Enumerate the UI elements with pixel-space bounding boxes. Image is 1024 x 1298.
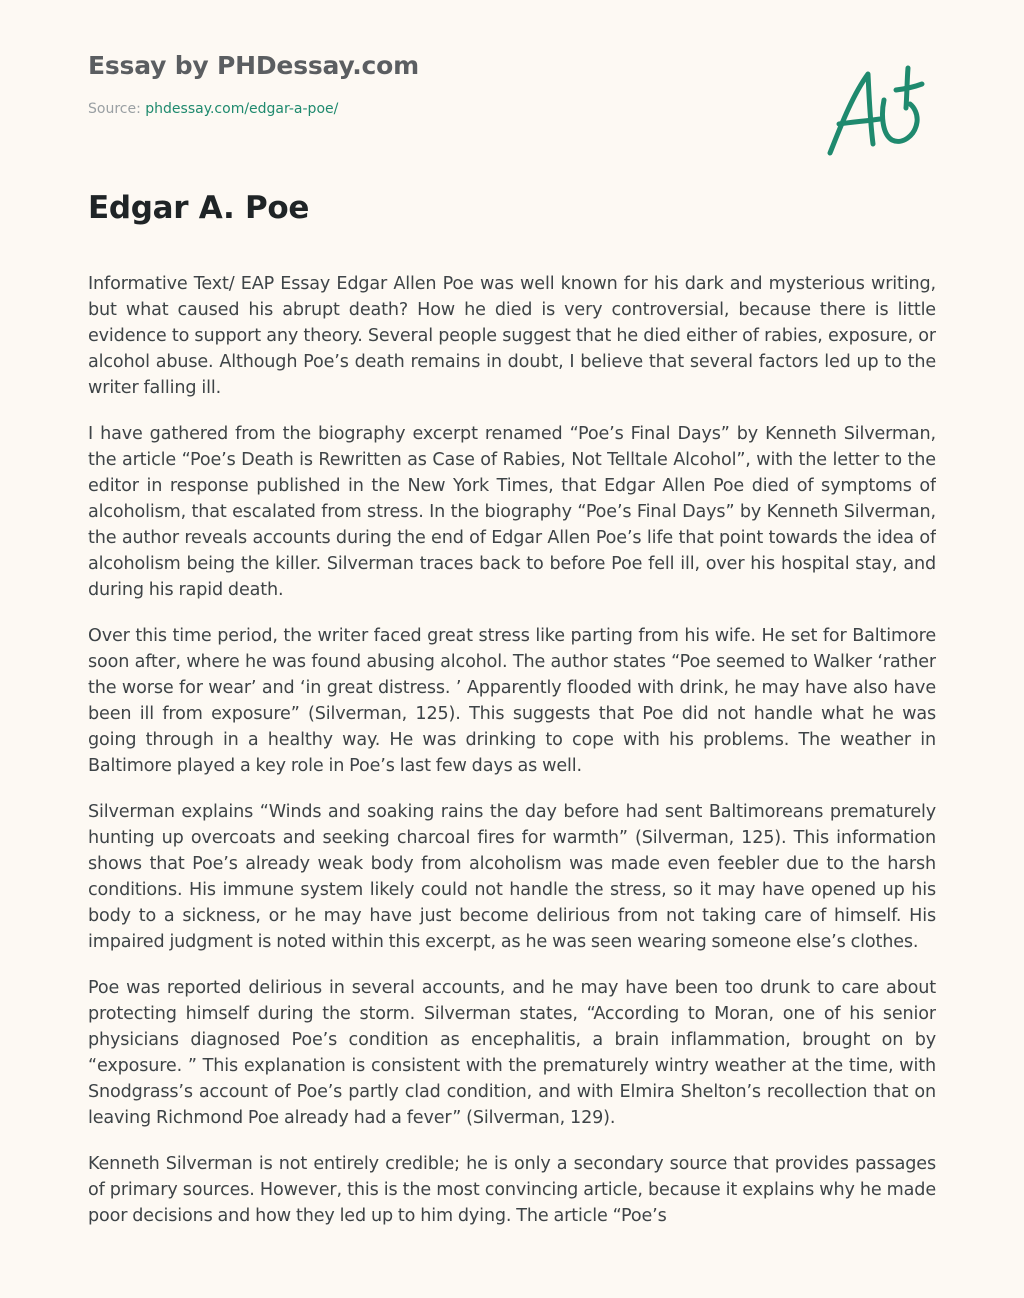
source-link[interactable]: phdessay.com/edgar-a-poe/ bbox=[145, 101, 339, 117]
article-paragraph: Silverman explains “Winds and soaking rains the day before had sent Baltimoreans prematurely hunting up overcoats and seeking charcoal fires for warmth” (Silverman, 125). This information shows that Poe’s already weak body from alcoholism was made even feebler due to the harsh conditions. His immune system likely could not handle the stress, so it may have opened up his body to a sickness, or he may have just become delirious from not taking care of himself. His impaired judgment is noted within this excerpt, as he was seen wearing someone else’s clothes. bbox=[88, 802, 936, 952]
article-paragraph: Informative Text/ EAP Essay Edgar Allen Poe was well known for his dark and mysterious writing, but what caused his abrupt death? How he died is very controversial, because there is little evidence to support any theory. Several people suggest that he died either of rabies, exposure, or alcohol abuse. Although Poe’s death remains in doubt, I believe that several factors led up to the writer falling ill. bbox=[88, 274, 936, 398]
article-paragraph: I have gathered from the biography excerpt renamed “Poe’s Final Days” by Kenneth Silverman, the article “Poe’s Death is Rewritten as Case of Rabies, Not Telltale Alcohol”, with the letter to the editor in response published in the New York Times, that Edgar Allen Poe died of symptoms of alcoholism, that escalated from stress. In the biography “Poe’s Final Days” by Kenneth Silverman, the author reveals accounts during the end of Edgar Allen Poe’s life that point towards the idea of alcoholism being the killer. Silverman traces back to before Poe fell ill, over his hospital stay, and during his rapid death. bbox=[88, 424, 936, 600]
article-body bbox=[88, 271, 936, 1249]
article-paragraph: Poe was reported delirious in several accounts, and he may have been too drunk to care about protecting himself during the storm. Silverman states, “According to Moran, one of his senior physicians diagnosed Poe’s condition as encephalitis, a brain inflammation, brought on by “exposure. ” This explanation is consistent with the prematurely wintry weather at the time, with Snodgrass’s account of Poe’s partly clad condition, and with Elmira Shelton’s recollection that on leaving Richmond Poe already had a fever” (Silverman, 129). bbox=[88, 978, 936, 1128]
article-paragraph: Over this time period, the writer faced great stress like parting from his wife. He set for Baltimore soon after, where he was found abusing alcohol. The author states “Poe seemed to Walker ‘rather the worse for wear’ and ‘in great distress. ’ Apparently flooded with drink, he may have also have been ill from exposure” (Silverman, 125). This suggests that Poe did not handle what he was going through in a healthy way. He was drinking to cope with his problems. The weather in Baltimore played a key role in Poe’s last few days as well. bbox=[88, 626, 936, 776]
essay-page bbox=[88, 0, 936, 1298]
article-title: Edgar A. Poe bbox=[88, 190, 310, 226]
a-plus-grade-icon bbox=[826, 64, 926, 160]
site-brand: Essay by PHDessay.com bbox=[88, 51, 419, 80]
source-label: Source: bbox=[88, 101, 146, 117]
article-paragraph: Kenneth Silverman is not entirely credible; he is only a secondary source that provides passages of primary sources. However, this is the most convincing article, because it explains why he made poor decisions and how they led up to him dying. The article “Poe’s bbox=[88, 1154, 936, 1226]
source-line bbox=[88, 101, 338, 117]
